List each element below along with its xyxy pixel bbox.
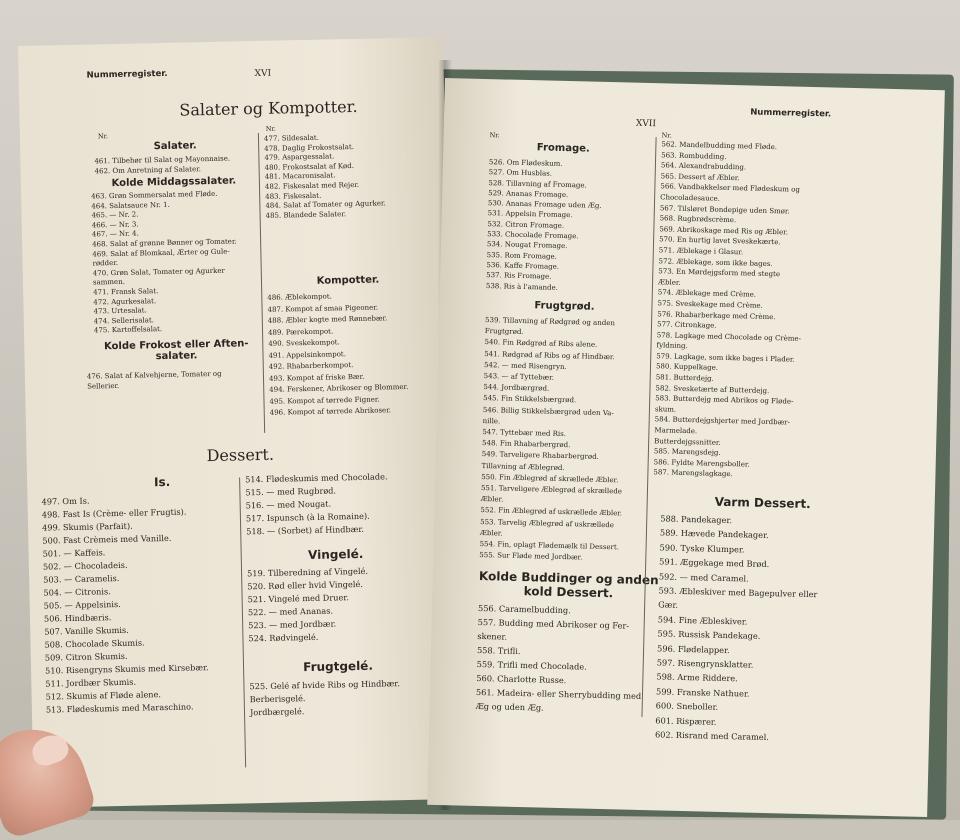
list-item: 549. Tarveligere Rhabarbergrød. bbox=[481, 450, 599, 462]
heading-line: salater. bbox=[155, 350, 198, 363]
list-item: 569. Abrikoskage med Ris og Æbler. bbox=[659, 225, 789, 237]
list-item: 530. Ananas Fromage uden Æg. bbox=[487, 199, 602, 211]
list-item: Butterdejgssnitter. bbox=[654, 436, 721, 447]
list-item: 466. — Nr. 3. bbox=[91, 220, 139, 230]
list-item: 538. Ris à l'amande. bbox=[485, 281, 559, 292]
list-item: 489. Pærekompot. bbox=[267, 326, 334, 337]
list-item: 542. — med Risengryn. bbox=[483, 360, 567, 371]
list-item: 504. — Citronis. bbox=[43, 586, 111, 598]
list-item: 509. Citron Skumis. bbox=[44, 650, 128, 663]
list-item: 514. Flødeskumis med Chocolade. bbox=[245, 471, 388, 485]
list-item: 534. Nougat Fromage. bbox=[486, 240, 568, 251]
list-item: 540. Fin Rødgrød af Ribs alene. bbox=[484, 338, 598, 350]
list-item: 556. Caramelbudding. bbox=[477, 602, 571, 616]
list-item: 467. — Nr. 4. bbox=[91, 229, 139, 239]
left-page-number: XVI bbox=[254, 68, 272, 80]
right-page-number: XVII bbox=[635, 118, 657, 130]
list-item: 528. Tillavning af Fromage. bbox=[488, 178, 587, 190]
list-item: 554. Fin, oplagt Flødemælk til Dessert. bbox=[479, 540, 620, 552]
list-item: 559. Trifli med Chocolade. bbox=[476, 658, 587, 672]
list-item: skum. bbox=[654, 405, 677, 414]
list-item: 488. Æbler kogte med Rønnebær. bbox=[267, 314, 388, 325]
heading-line: Kolde Buddinger og anden bbox=[478, 568, 659, 588]
heading-salater: Salater. bbox=[153, 140, 197, 153]
list-item: 544. Jordbærgrød. bbox=[483, 383, 550, 393]
list-item: skener. bbox=[477, 630, 508, 642]
list-item: 475. Kartoffelsalat. bbox=[93, 325, 163, 335]
list-item: 581. Butterdejg. bbox=[655, 373, 714, 383]
list-item: 596. Flødelapper. bbox=[657, 643, 730, 655]
list-item: 513. Flødeskumis med Maraschino. bbox=[45, 701, 194, 715]
list-item: 584. Butterdejgshjerter med Jordbær- bbox=[654, 415, 791, 427]
list-item: 490. Sveskekompot. bbox=[268, 338, 340, 348]
list-item: 583. Butterdejg med Abrikos og Fløde- bbox=[655, 394, 794, 406]
frugtgele-list bbox=[249, 677, 400, 719]
heading-kolde-frokost bbox=[76, 338, 276, 364]
list-item: 541. Rødgrød af Ribs og af Hindbær. bbox=[484, 349, 615, 361]
list-item: 526. Om Flødeskum. bbox=[488, 158, 563, 168]
list-item: 590. Tyske Klumper. bbox=[659, 542, 745, 555]
list-item: 511. Jordbær Skumis. bbox=[45, 676, 137, 689]
list-item: 476. Salat af Kalvehjerne, Tomater og bbox=[86, 369, 222, 381]
list-item: 570. En hurtig lavet Sveskekærte. bbox=[659, 235, 781, 247]
list-item: 474. Sellerisalat. bbox=[93, 315, 155, 326]
list-item: 577. Citronkage. bbox=[656, 320, 717, 330]
salater-list bbox=[94, 155, 230, 177]
section-title-dessert: Dessert. bbox=[206, 444, 275, 466]
list-item: 594. Fine Æbleskiver. bbox=[657, 614, 748, 627]
list-item: 485. Blandede Salater. bbox=[265, 209, 347, 220]
varm-dessert-list bbox=[655, 511, 819, 745]
list-item: Chocoladesauce. bbox=[660, 193, 721, 203]
right-col2-list bbox=[653, 139, 805, 481]
list-item: 532. Citron Fromage. bbox=[487, 219, 565, 230]
heading-line: kold Dessert. bbox=[523, 584, 614, 601]
heading-kompotter: Kompotter. bbox=[316, 274, 380, 287]
list-item: 469. Salat af Blomkaal, Ærter og Gule- bbox=[92, 247, 230, 259]
list-item: 591. Æggekage med Brød. bbox=[659, 556, 770, 570]
list-item: 555. Sur Fløde med Jordbær. bbox=[479, 551, 583, 562]
list-item: Æbler. bbox=[479, 528, 503, 538]
list-item: 579. Lagkage, som ikke bages i Plader. bbox=[656, 352, 795, 364]
list-item: 479. Aspargessalat. bbox=[264, 152, 335, 163]
list-item: 463. Grøn Sommersalat med Fløde. bbox=[91, 189, 218, 201]
nr-label: Nr. bbox=[265, 124, 277, 133]
list-item: 468. Salat af grønne Bønner og Tomater. bbox=[92, 237, 237, 249]
list-item: 597. Risengrynsklatter. bbox=[656, 657, 754, 670]
fromage-list bbox=[486, 157, 603, 294]
list-item: 543. — af Tyttebær. bbox=[483, 372, 555, 382]
list-item: 498. Fast Is (Crème- eller Frugtis). bbox=[41, 506, 187, 520]
list-item: 516. — med Nougat. bbox=[245, 498, 332, 511]
list-item: 580. Kuppelkage. bbox=[655, 362, 719, 373]
list-item: 593. Æbleskiver med Bagepulver eller bbox=[658, 585, 818, 600]
list-item: 573. En Mørdejgsform med stegte bbox=[658, 267, 781, 279]
list-item: 512. Skumis af Fløde alene. bbox=[45, 689, 162, 702]
list-item: 601. Rispærer. bbox=[655, 715, 717, 727]
list-item: rødder. bbox=[92, 259, 119, 268]
list-item: 462. Om Anretning af Salater. bbox=[94, 164, 202, 176]
list-item: 589. Hævede Pandekager. bbox=[659, 527, 769, 541]
list-item: 500. Fast Crèmeis med Vanille. bbox=[42, 532, 172, 546]
list-item: 495. Kompot af tørrede Figner. bbox=[269, 395, 380, 406]
list-item: 508. Chocolade Skumis. bbox=[44, 637, 145, 650]
right-page bbox=[427, 78, 945, 817]
nr-label: Nr. bbox=[489, 131, 500, 140]
list-item: 533. Chocolade Fromage. bbox=[487, 230, 579, 241]
list-item: 519. Tilberedning af Vingelé. bbox=[246, 565, 369, 579]
heading-fromage: Fromage. bbox=[536, 142, 590, 155]
list-item: 536. Kaffe Fromage. bbox=[486, 261, 560, 271]
list-item: 494. Ferskener, Abrikoser og Blommer. bbox=[269, 382, 409, 394]
list-item: 568. Rugbrødscrème. bbox=[659, 214, 737, 225]
heading-kolde-middagssalater: Kolde Middagssalater. bbox=[111, 175, 237, 190]
list-item: 586. Fyldte Marengsboller. bbox=[653, 458, 750, 469]
list-item: 564. Alexandrabudding. bbox=[660, 161, 747, 172]
list-item: 472. Agurkesalat. bbox=[93, 296, 157, 307]
heading-frugtgele: Frugtgelé. bbox=[303, 658, 374, 675]
heading-kolde-buddinger bbox=[468, 569, 669, 602]
list-item: 470. Grøn Salat, Tomater og Agurker bbox=[92, 266, 225, 278]
list-item: 545. Fin Stikkelsbærgrød. bbox=[483, 394, 577, 405]
list-item: 548. Fin Rhabarbergrød. bbox=[481, 439, 571, 450]
list-item: Æg og uden Æg. bbox=[475, 700, 544, 713]
list-item: 499. Skumis (Parfait). bbox=[41, 520, 133, 533]
list-item: 483. Fiskesalat. bbox=[265, 191, 322, 201]
list-item: 524. Rødvingelé. bbox=[248, 631, 319, 644]
section-title-salater: Salater og Kompotter. bbox=[179, 96, 358, 120]
list-item: 574. Æblekage med Crème. bbox=[657, 288, 757, 299]
kolde-frokost-list bbox=[87, 370, 222, 392]
list-item: 558. Trifli. bbox=[476, 644, 521, 657]
list-item: 602. Risrand med Caramel. bbox=[654, 729, 770, 743]
list-item: 563. Rombudding. bbox=[661, 150, 727, 161]
list-item: 480. Frokostsalat af Kød. bbox=[264, 161, 354, 172]
list-item: 566. Vandbakkelser med Flødeskum og bbox=[660, 182, 801, 195]
list-item: 481. Macaronisalat. bbox=[264, 171, 336, 182]
heading-vingele: Vingelé. bbox=[307, 546, 364, 563]
list-item: 567. Tilsløret Bondepige uden Smør. bbox=[659, 203, 790, 216]
heading-varm-dessert: Varm Dessert. bbox=[714, 494, 811, 512]
list-item: 546. Billig Stikkelsbærgrød uden Va- bbox=[482, 405, 614, 417]
list-item: Gær. bbox=[658, 599, 679, 611]
list-item: 464. Salatsauce Nr. 1. bbox=[91, 200, 170, 211]
list-item: 578. Lagkage med Chocolade og Crème- bbox=[656, 330, 802, 343]
right-header: Nummerregister. bbox=[750, 107, 832, 120]
heading-frugtgrod: Frugtgrød. bbox=[534, 300, 595, 313]
list-item: 592. — med Caramel. bbox=[658, 571, 749, 584]
heading-line: Kolde Frokost eller Aften- bbox=[103, 338, 249, 353]
nr-label: Nr. bbox=[661, 131, 672, 140]
list-item: 553. Tarvelig Æblegrød af uskrællede bbox=[480, 517, 615, 529]
list-item: 502. — Chocoladeis. bbox=[42, 559, 128, 572]
is-col2-list bbox=[245, 470, 389, 538]
list-item: 599. Franske Nathuer. bbox=[655, 686, 750, 699]
list-item: 531. Appelsin Fromage. bbox=[487, 209, 573, 220]
list-item: Marmelade. bbox=[654, 426, 698, 436]
list-item: 507. Vanille Skumis. bbox=[44, 624, 129, 637]
list-item: Jordbærgelé. bbox=[249, 706, 305, 718]
list-item: 571. Æblekage i Glasur. bbox=[658, 246, 744, 257]
list-item: 523. — med Jordbær. bbox=[248, 618, 337, 631]
list-item: 517. Ispunsch (à la Romaine). bbox=[245, 510, 370, 524]
heading-is: Is. bbox=[153, 474, 171, 490]
list-item: 588. Pandekager. bbox=[660, 513, 733, 526]
list-item: 529. Ananas Fromage. bbox=[488, 188, 569, 199]
list-item: 535. Rom Fromage. bbox=[486, 250, 558, 261]
list-item: 487. Kompot af smaa Pigeoner. bbox=[267, 303, 379, 314]
salater-col2-list bbox=[264, 132, 386, 221]
list-item: 484. Salat af Tomater og Agurker. bbox=[265, 199, 386, 211]
list-item: 473. Urtesalat. bbox=[93, 306, 147, 316]
list-item: 492. Rhabarberkompot. bbox=[268, 361, 354, 371]
list-item: 575. Sveskekage med Crème. bbox=[657, 299, 763, 310]
list-item: 582. Svesketærte af Butterdejg. bbox=[655, 383, 770, 395]
list-item: 461. Tilbehør til Salat og Mayonnaise. bbox=[94, 154, 231, 166]
list-item: Æbler. bbox=[480, 495, 504, 504]
list-item: nille. bbox=[482, 416, 501, 426]
list-item: 572. Æblekage, som ikke bages. bbox=[658, 256, 773, 268]
left-header: Nummerregister. bbox=[86, 68, 168, 81]
list-item: 562. Mandelbudding med Fløde. bbox=[661, 140, 778, 152]
list-item: 486. Æblekompot. bbox=[267, 292, 332, 302]
is-list bbox=[41, 492, 209, 716]
list-item: 501. — Kaffeis. bbox=[42, 547, 106, 559]
list-item: Sellerier. bbox=[87, 381, 120, 391]
list-item: 521. Vingelé med Druer. bbox=[247, 592, 350, 605]
list-item: 482. Fiskesalat med Rejer. bbox=[264, 180, 360, 191]
list-item: 551. Tarveligere Æblegrød af skrællede bbox=[480, 484, 623, 496]
list-item: 576. Rhabarberkage med Crème. bbox=[657, 309, 776, 321]
list-item: 565. Dessert af Æbler. bbox=[660, 172, 740, 183]
list-item: 515. — med Rugbrød. bbox=[245, 485, 337, 498]
list-item: 598. Arme Riddere. bbox=[656, 671, 738, 684]
kolde-middagssalater-list bbox=[91, 189, 239, 336]
list-item: 493. Kompot af friske Bær. bbox=[268, 372, 365, 383]
list-item: 496. Kompot af tørrede Abrikoser. bbox=[269, 406, 392, 417]
list-item: Æbler. bbox=[657, 277, 681, 287]
list-item: 550. Fin Æblegrød af skrællede Æbler. bbox=[481, 472, 619, 485]
frugtgrod-list bbox=[479, 315, 627, 565]
kolde-buddinger-list bbox=[475, 601, 643, 717]
nr-label: Nr. bbox=[97, 132, 109, 141]
list-item: 552. Fin Æblegrød af uskrællede Æbler. bbox=[480, 506, 623, 518]
list-item: 497. Om Is. bbox=[41, 495, 90, 507]
list-item: 539. Tillavning af Rødgrød og anden bbox=[485, 316, 616, 328]
list-item: 527. Om Husblas. bbox=[488, 168, 553, 178]
list-item: 471. Fransk Salat. bbox=[93, 287, 159, 297]
list-item: 587. Marengslagkage. bbox=[653, 468, 733, 479]
list-item: 520. Rød eller hvid Vingelé. bbox=[247, 578, 363, 592]
list-item: Frugtgrød. bbox=[484, 327, 524, 337]
list-item: 506. Hindbæris. bbox=[43, 612, 112, 624]
list-item: 477. Sildesalat. bbox=[263, 133, 320, 143]
list-item: 478. Daglig Frokostsalat. bbox=[264, 142, 355, 153]
list-item: 522. — med Ananas. bbox=[247, 605, 334, 618]
list-item: 585. Marengsdejg. bbox=[653, 447, 721, 458]
list-item: 510. Risengryns Skumis med Kirsebær. bbox=[44, 662, 209, 676]
list-item: 561. Madeira- eller Sherrybudding med bbox=[475, 686, 642, 701]
list-item: 600. Sneboller. bbox=[655, 700, 719, 713]
list-item: 465. — Nr. 2. bbox=[91, 210, 139, 220]
left-page bbox=[18, 37, 459, 808]
list-item: 491. Appelsinkompot. bbox=[268, 349, 346, 360]
list-item: 503. — Caramelis. bbox=[43, 572, 120, 585]
list-item: 595. Russisk Pandekage. bbox=[657, 628, 761, 642]
list-item: Tillavning af Æblegrød. bbox=[481, 461, 565, 472]
list-item: 560. Charlotte Russe. bbox=[476, 672, 567, 686]
list-item: 557. Budding med Abrikoser og Fer- bbox=[477, 616, 630, 631]
list-item: fyldning. bbox=[656, 341, 688, 351]
list-item: 537. Ris Fromage. bbox=[486, 271, 552, 281]
list-item: sammen. bbox=[92, 278, 125, 287]
list-item: 547. Tyttebær med Ris. bbox=[482, 428, 567, 439]
list-item: 505. — Appelsinis. bbox=[43, 598, 121, 611]
list-item: 525. Gelé af hvide Ribs og Hindbær. bbox=[249, 678, 400, 692]
kompotter-list bbox=[267, 290, 409, 419]
vingele-list bbox=[247, 565, 370, 646]
list-item: Berberisgelé. bbox=[249, 693, 306, 705]
list-item: 518. — (Sorbet) af Hindbær. bbox=[246, 523, 365, 537]
